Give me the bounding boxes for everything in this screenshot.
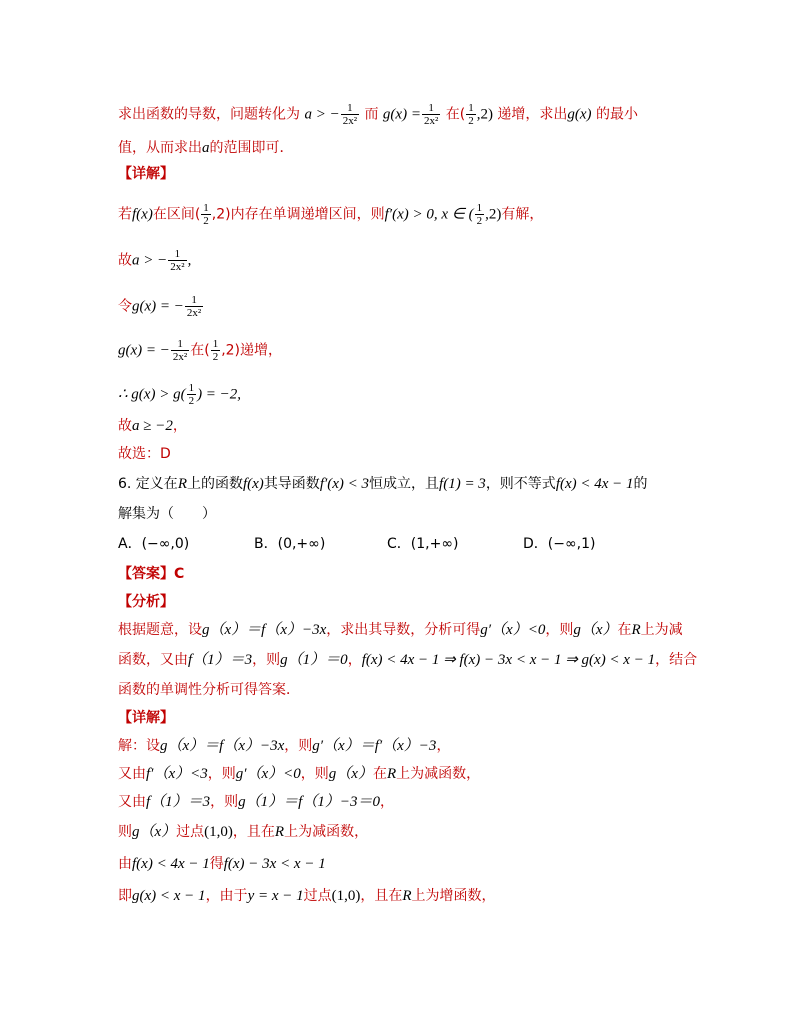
- question-6-line-2: 解集为（ ）: [118, 506, 216, 522]
- option-d: D．(−∞,1): [523, 536, 596, 552]
- solution-line-2: 故a > − $\frac{1}{\text{2x²}}$ ,: [118, 248, 192, 273]
- solution-line-6: 故a ≥ −2，: [118, 418, 187, 434]
- question-6-line-1: 6. 定义在R上的函数f(x)其导函数f′(x) < 3恒成立，且f(1) = 3，则不等式f(x) < 4x − 1的: [118, 476, 648, 492]
- analysis-6-line-3: 函数的单调性分析可得答案．: [118, 682, 300, 698]
- solution-line-3: 令g(x) = − $\frac{1}{\text{2x²}}$: [118, 294, 202, 319]
- question-6-options: [118, 534, 595, 554]
- section-heading-detail: 【详解】: [118, 166, 174, 182]
- section-heading-detail-2: 【详解】: [118, 710, 174, 726]
- detail-6-line-5: 由f(x) < 4x − 1得f(x) − 3x < x − 1: [118, 856, 326, 872]
- option-b: B．(0,+∞): [254, 536, 326, 552]
- section-heading-analysis: 【分析】: [118, 594, 174, 610]
- solution-line-5: ∴ g(x) > g( $\frac{1}{2}$ ) = −2,: [118, 382, 242, 407]
- detail-6-line-1: 解：设g（x）＝f（x）−3x，则g′（x）＝f′（x）−3，: [118, 738, 451, 754]
- answer-line: 【答案】C: [118, 566, 185, 582]
- detail-6-line-4: 则g（x）过点(1,0)，且在R上为减函数，: [118, 824, 369, 840]
- option-a: A．(−∞,0): [118, 536, 190, 552]
- analysis-text-line-1: 求出函数的导数，问题转化为 a > − $\frac{1}{\text{2x²}}$ 而 g(x) = $\frac{1}{\text{2x²}}$ 在( $\frac{1}{2}$ ,2) 递增，求出g(x) 的最小: [118, 102, 638, 127]
- detail-6-line-6: 即g(x) < x − 1，由于y = x − 1过点(1,0)，且在R上为增函数，: [118, 888, 496, 904]
- analysis-text-line-2: 值，从而求出a的范围即可．: [118, 140, 294, 156]
- solution-line-4: g(x) = − $\frac{1}{\text{2x²}}$ 在( $\frac{1}{2}$ ,2)递增，: [118, 338, 283, 363]
- detail-6-line-3: 又由f（1）＝3，则g（1）＝f（1）−3＝0，: [118, 794, 394, 810]
- analysis-6-line-1: 根据题意，设g（x）＝f（x）−3x，求出其导数，分析可得g′（x）<0，则g（x）在R上为减: [118, 622, 683, 638]
- solution-choice: 故选：D: [118, 446, 171, 462]
- option-c: C．(1,+∞): [387, 536, 459, 552]
- detail-6-line-2: 又由f′（x）<3，则g′（x）<0，则g（x）在R上为减函数，: [118, 766, 481, 782]
- solution-line-1: 若f(x)在区间( $\frac{1}{2}$ ,2)内存在单调递增区间，则f′(x) > 0, x ∈ ( $\frac{1}{2}$ ,2)有解，: [118, 202, 544, 227]
- analysis-6-line-2: 函数，又由f（1）＝3，则g（1）＝0，f(x) < 4x − 1 ⇒ f(x) − 3x < x − 1 ⇒ g(x) < x − 1，结合: [118, 652, 698, 668]
